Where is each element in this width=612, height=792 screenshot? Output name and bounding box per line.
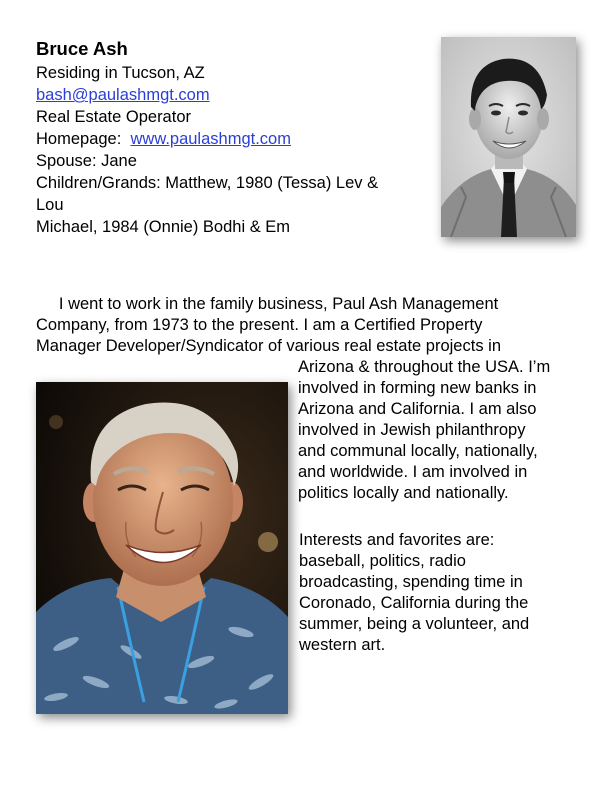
interests (299, 530, 589, 656)
occupation: Real Estate Operator (36, 108, 191, 126)
children-line-2: Lou (36, 196, 64, 214)
profile-name: Bruce Ash (36, 38, 128, 59)
bio-side-line-7: politics locally and nationally. (298, 484, 509, 502)
bio-side-line-3: Arizona and California. I am also (298, 400, 537, 418)
recent-portrait-image (36, 382, 288, 714)
bio-side-line-5: and communal locally, nationally, (298, 442, 538, 460)
bio-intro-line-1: I went to work in the family business, Paul Ash Management (36, 295, 499, 313)
residence: Residing in Tucson, AZ (36, 64, 205, 82)
recent-photo (36, 382, 288, 714)
homepage-link[interactable]: www.paulashmgt.com (130, 130, 291, 148)
children-line-3: Michael, 1984 (Onnie) Bodhi & Em (36, 218, 291, 236)
bio-side-line-1: Arizona & throughout the USA. I’m (298, 358, 551, 376)
bio-side (298, 357, 588, 504)
interests-line-5: summer, being a volunteer, and (299, 615, 530, 633)
spouse: Spouse: Jane (36, 152, 137, 170)
bio-side-line-2: involved in forming new banks in (298, 379, 537, 397)
interests-line-4: Coronado, California during the (299, 594, 529, 612)
bio-intro-line-3: Manager Developer/Syndicator of various real estate projects in (36, 337, 501, 355)
interests-line-1: Interests and favorites are: (299, 531, 495, 549)
homepage-label: Homepage: (36, 130, 131, 148)
yearbook-photo (441, 37, 576, 237)
bio-side-line-6: and worldwide. I am involved in (298, 463, 528, 481)
bio-intro (36, 294, 576, 357)
interests-line-6: western art. (299, 636, 386, 654)
bio-intro-line-2: Company, from 1973 to the present. I am a Certified Property (36, 316, 483, 334)
email-link[interactable]: bash@paulashmgt.com (36, 86, 210, 104)
homepage-row (36, 128, 291, 150)
young-portrait-image (441, 37, 576, 237)
interests-line-3: broadcasting, spending time in (299, 573, 523, 591)
interests-line-2: baseball, politics, radio (299, 552, 466, 570)
bio-side-line-4: involved in Jewish philanthropy (298, 421, 526, 439)
children-line-1: Children/Grands: Matthew, 1980 (Tessa) Lev & (36, 174, 379, 192)
